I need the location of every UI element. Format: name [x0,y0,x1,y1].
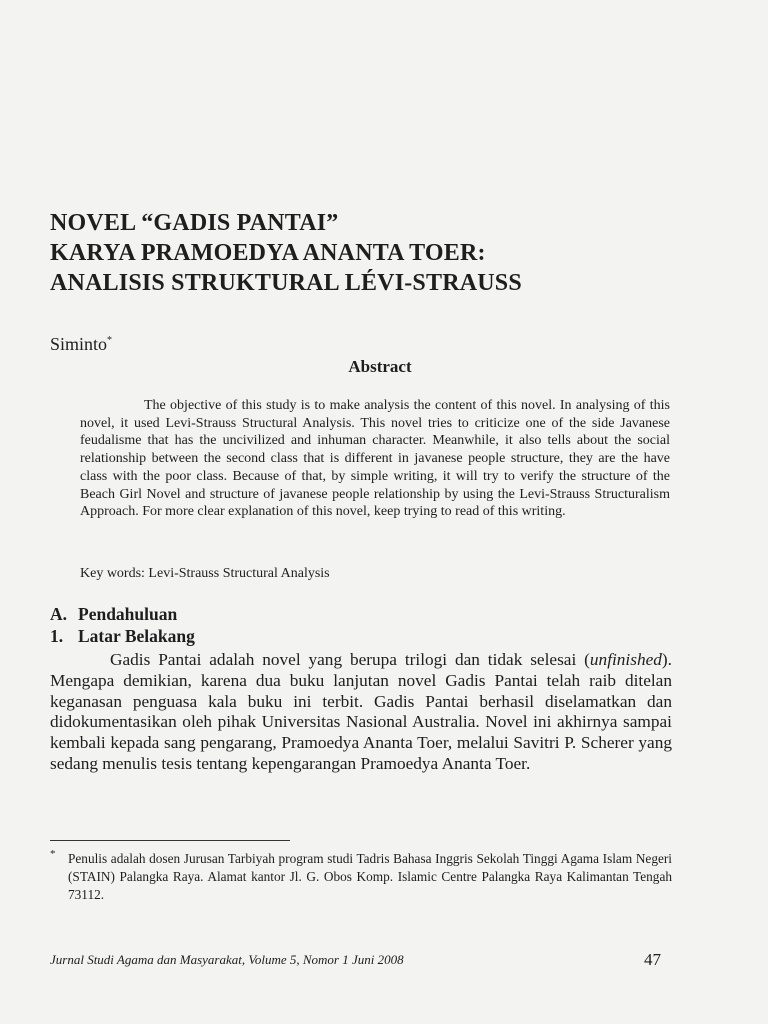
body-italic: unfinished [589,650,662,669]
keywords: Key words: Levi-Strauss Structural Analysis [80,566,330,581]
section-headings [50,603,195,647]
footnote-text: Penulis adalah dosen Jurusan Tarbiyah program studi Tadris Bahasa Inggris Sekolah Tinggi Agama Islam Negeri (STAIN) Palangka Raya. Alamat kantor Jl. G. Obos Komp. Islamic Centre Palangka Raya Kalimantan Tengah 73112. [68,851,672,902]
subsection-heading [50,625,195,647]
section-number: A. [50,604,68,624]
footnote [50,850,672,903]
author [50,334,112,355]
page-number: 47 [644,950,661,969]
body-text [50,650,672,775]
title-line-3: ANALISIS STRUKTURAL LÉVI-STRAUSS [50,270,522,296]
footnote-mark: * [50,848,56,860]
abstract-heading: Abstract [348,357,412,376]
article-title [50,208,690,298]
body-paragraph [50,650,672,775]
subsection-number: 1. [50,626,64,646]
body-start: Gadis Pantai adalah novel yang berupa trilogi dan tidak selesai ( [110,650,590,669]
author-footnote-mark: * [107,335,113,346]
title-line-1: NOVEL “GADIS PANTAI” [50,210,339,236]
section-title: Pendahuluan [78,604,178,624]
abstract-body [80,397,670,521]
body-rest: ). Mengapa demikian, karena dua buku lanjutan novel Gadis Pantai telah raib ditelan keganasan penguasa kala buku ini terbit. Gadis Pantai berhasil diselamatkan dan didokumentasikan oleh pihak Universitas Nasional Australia. Novel ini akhirnya sampai kembali kepada sang pengarang, Pramoedya Ananta Toer, melalui Savitri P. Scherer yang sedang menulis tesis tentang kepengarangan Pramoedya Ananta Toer. [50,650,672,773]
author-name: Siminto [50,334,108,354]
footnote-divider [50,840,290,841]
journal-citation: Jurnal Studi Agama dan Masyarakat, Volume 5, Nomor 1 Juni 2008 [50,952,404,967]
section-heading [50,603,195,625]
subsection-title: Latar Belakang [78,626,195,646]
title-line-2: KARYA PRAMOEDYA ANANTA TOER: [50,240,486,266]
abstract-text: The objective of this study is to make analysis the content of this novel. In analysing of this novel, it used Levi-Strauss Structural Analysis. This novel tries to criticize one of the side Javanese feudalisme that has the uncivilized and inhuman character. Meanwhile, it also tells about the social relationship between the second class that is different in javanese people structure, they are the have class with the poor class. Because of that, by simple writing, it will try to verify the structure of the Beach Girl Novel and structure of javanese people relationship by using the Levi-Strauss Structuralism Approach. For more clear explanation of this novel, keep trying to read of this writing. [80,398,670,520]
